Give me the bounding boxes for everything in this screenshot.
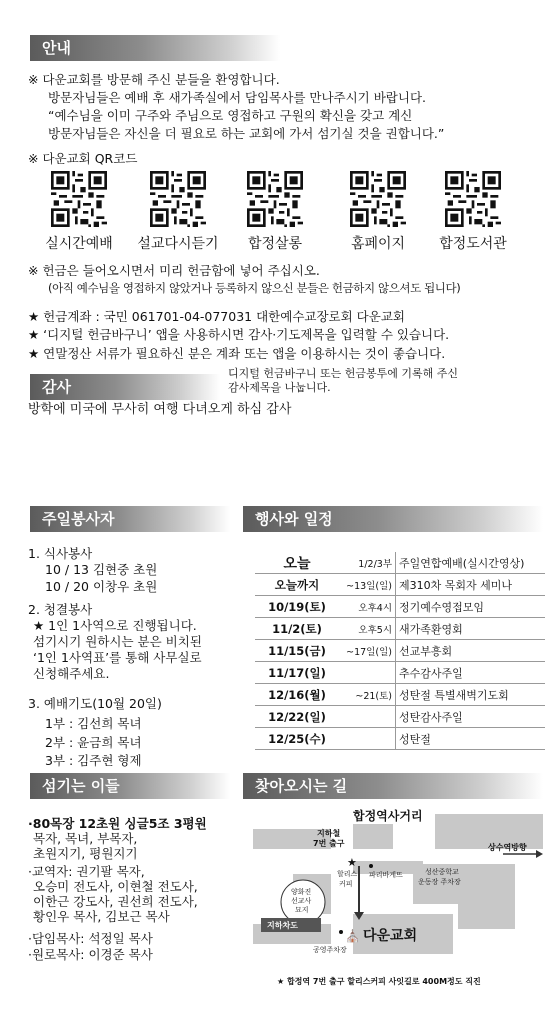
servant-line: 섬기시기 원하시는 분은 비치된 [33,634,202,649]
servant-line: 1. 식사봉사 [28,546,93,561]
event-row [255,728,545,750]
map-label-mission: 양화진 [291,888,312,896]
staff-line: ·원로목사: 이경준 목사 [28,947,153,962]
staff-line: ·교역자: 권기팔 목자, [28,864,145,879]
staff-line: ·80목장 12초원 싱글5조 3평원 [28,816,207,831]
exit-star-icon: ★ [347,856,357,869]
church-cross-icon: ⛪ [345,929,360,943]
qr-label: 합정살롱 [247,236,303,252]
staff-line: ·담임목사: 석정일 목사 [28,931,153,946]
servant-line: 신청해주세요. [33,666,110,681]
servant-line: 3. 예배기도(10월 20일) [28,696,162,711]
location-map [253,804,543,992]
qr-code-live-worship[interactable] [51,171,107,227]
servant-line: 1부 : 김선희 목녀 [45,716,142,731]
event-row [255,618,545,640]
event-row [255,552,545,574]
event-time: ~17일(일) [339,640,396,662]
event-row [255,596,545,618]
map-label-mission: 선교사 [291,897,312,905]
thanks-item: 방학에 미국에 무사히 여행 다녀오게 하심 감사 [28,402,292,417]
events-header: 행사와 일정 [243,506,543,532]
event-date: 오늘 [255,552,339,574]
map-label-junction: 합정역사거리 [353,809,423,823]
event-date: 11/2(토) [255,618,339,640]
event-desc: 추수감사주일 [396,662,546,684]
qr-code-sermon-replay[interactable] [150,171,206,227]
directions-header: 찾아오시는 길 [243,773,543,799]
staff-line: 이한근 강도사, 권선희 전도사, [33,894,198,909]
notice-header: 안내 [30,35,280,61]
paris-marker [369,864,373,868]
thanks-note: 감사제목을 나눕니다. [228,381,331,394]
event-desc: 선교부흥회 [396,640,546,662]
map-label-hollys: 할리스 [337,870,358,878]
thanks-note: 디지털 헌금바구니 또는 헌금봉투에 기록해 주신 [228,367,459,380]
qr-label: 실시간예배 [45,236,113,252]
star-line: ★ 헌금계좌 : 국민 061701-04-077031 대한예수교장로회 다운교회 [28,309,405,324]
event-date: 10/19(토) [255,596,339,618]
event-desc: 성탄절 특별새벽기도회 [396,684,546,706]
event-time [339,662,396,684]
event-time [339,728,396,750]
qr-label: 합정도서관 [439,236,507,252]
map-label-underpass: 지하차도 [267,921,298,930]
qr-code-hapjeong-salon[interactable] [247,171,303,227]
staff-line: 오승미 전도사, 이현철 전도사, [33,879,198,894]
qr-code-library[interactable] [445,171,501,227]
staff-header: 섬기는 이들 [30,773,230,799]
star-line: ★ 연말정산 서류가 필요하신 분은 계좌 또는 앱을 이용하시는 것이 좋습니다. [28,346,446,361]
qr-title: ※ 다운교회 QR코드 [28,151,138,166]
events-table [255,552,545,750]
servant-line: 3부 : 김주현 형제 [45,753,142,768]
event-row [255,684,545,706]
map-label-school: 운동장 주차장 [418,878,461,886]
event-date: 오늘까지 [255,574,339,596]
offering-line: ※ 헌금은 들어오시면서 미리 헌금함에 넣어 주십시오. [28,263,320,278]
event-desc: 주일연합예배(실시간영상) [396,552,546,574]
event-date: 12/16(월) [255,684,339,706]
qr-label: 설교다시듣기 [137,236,219,252]
servant-line: 2. 청결봉사 [28,602,93,617]
event-time: ~13일(일) [339,574,396,596]
event-date: 12/25(수) [255,728,339,750]
map-label-school: 성산중학교 [425,868,459,876]
event-desc: 성탄절 [396,728,546,750]
event-time: 오후5시 [339,618,396,640]
servants-header: 주일봉사자 [30,506,230,532]
event-date: 11/15(금) [255,640,339,662]
qr-label: 홈페이지 [350,236,406,252]
event-row [255,662,545,684]
servant-line: 2부 : 윤금희 목녀 [45,735,142,750]
staff-line: 황인우 목사, 김보근 목사 [33,909,170,924]
event-time: 1/2/3부 [339,552,396,574]
staff-line: 초원지기, 평원지기 [33,846,138,861]
parking-marker [339,930,343,934]
offering-line: (아직 예수님을 영접하지 않았거나 등록하지 않으신 분들은 헌금하지 않으셔도 됩니다) [48,281,461,295]
map-label-mission: 묘지 [295,906,309,914]
map-label-hollys: 커피 [339,880,353,888]
staff-line: 목자, 목녀, 부목자, [33,831,138,846]
event-time: 오후4시 [339,596,396,618]
map-label-exit: 지하철 [317,829,341,838]
servant-line: 10 / 20 이창우 초원 [45,579,158,594]
welcome-line: 방문자님들은 예배 후 새가족실에서 담임목사를 만나주시기 바랍니다. [48,90,426,105]
event-desc: 제310차 목회자 세미나 [396,574,546,596]
star-line: ★ ‘디지털 헌금바구니’ 앱을 사용하시면 감사·기도제목을 입력할 수 있습니다. [28,327,450,342]
event-desc: 새가족환영회 [396,618,546,640]
event-desc: 정기예수영접모임 [396,596,546,618]
servant-line: ★ 1인 1사역으로 진행됩니다. [33,618,197,633]
event-date: 12/22(일) [255,706,339,728]
map-label-exit: 7번 출구 [313,839,345,848]
event-row [255,574,545,596]
map-note: ★ 합정역 7번 출구 할리스커피 사잇길로 400M정도 직진 [277,977,481,986]
map-label-paris: 파리바게뜨 [369,871,403,879]
map-label-church: 다운교회 [363,928,418,944]
event-time [339,706,396,728]
servant-line: 10 / 13 김현중 초원 [45,562,158,577]
servant-line: ‘1인 1사역표’를 통해 사무실로 [33,650,202,665]
event-time: ~21(토) [339,684,396,706]
welcome-line: 방문자님들은 자신을 더 필요로 하는 교회에 가서 섬기실 것을 권합니다.” [48,126,445,141]
map-label-parking: 공영주차장 [313,946,347,954]
welcome-line: ※ 다운교회를 방문해 주신 분들을 환영합니다. [28,72,280,87]
welcome-line: “예수님을 이미 구주와 주님으로 영접하고 구원의 확신을 갖고 계신 [48,108,413,123]
event-row [255,640,545,662]
event-desc: 성탄감사주일 [396,706,546,728]
event-date: 11/17(일) [255,662,339,684]
thanks-header: 감사 [30,374,220,400]
map-label-sangsu: 상수역방향 [488,843,527,852]
event-row [255,706,545,728]
qr-code-homepage[interactable] [350,171,406,227]
